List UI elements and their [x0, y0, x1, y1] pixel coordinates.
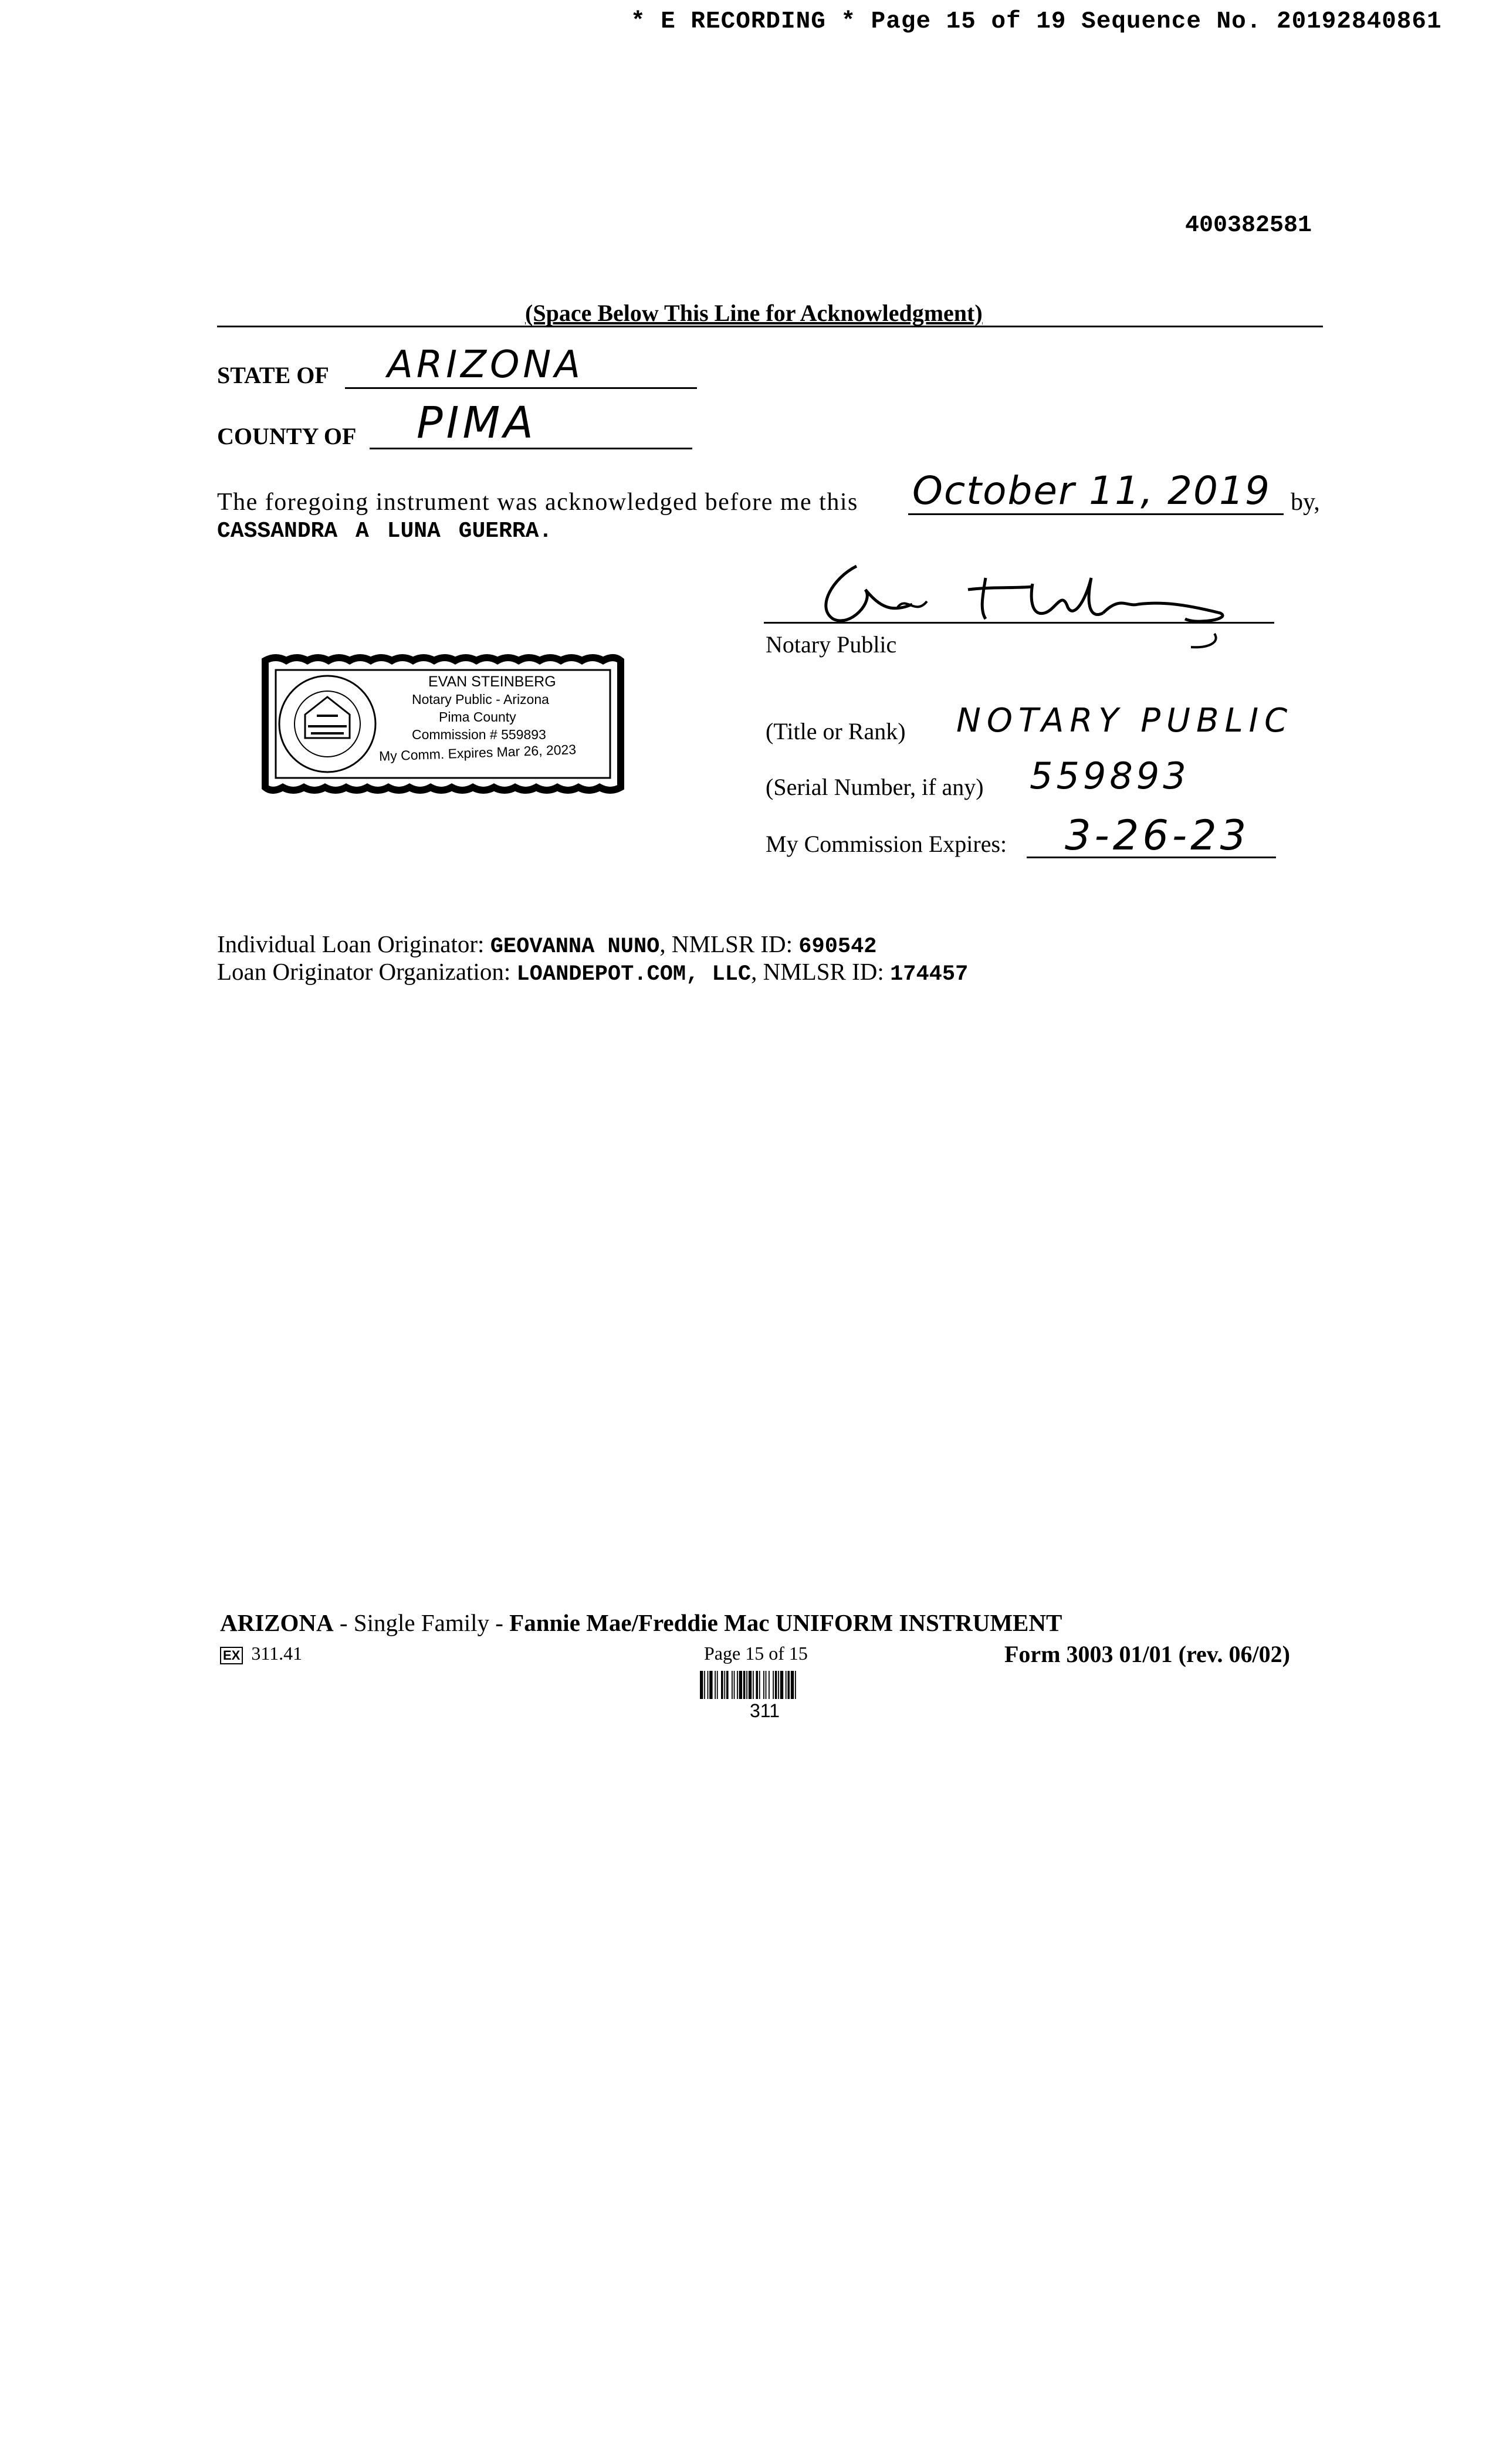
- footer-page: Page 15 of 15: [704, 1643, 808, 1664]
- state-label: STATE OF: [217, 362, 329, 388]
- expires-label: My Commission Expires:: [766, 831, 1007, 857]
- barcode-number: 311: [750, 1700, 780, 1721]
- loan-number: 400382581: [1185, 212, 1312, 239]
- footer-title-state: ARIZONA: [220, 1609, 334, 1636]
- notary-public-label: Notary Public: [766, 631, 897, 658]
- serial-handwritten: 559893: [1030, 754, 1190, 797]
- ilo-line: [217, 930, 877, 959]
- seal-line-4: Commission # 559893: [412, 727, 546, 742]
- footer-title-instrument: Fannie Mae/Freddie Mac UNIFORM INSTRUMENT: [509, 1609, 1062, 1636]
- footer-form: Form 3003 01/01 (rev. 06/02): [1004, 1641, 1290, 1667]
- state-handwritten: ARIZONA: [387, 343, 584, 387]
- expires-handwritten: 3-26-23: [1065, 811, 1250, 859]
- county-handwritten: PIMA: [417, 398, 537, 448]
- state-line: [345, 387, 697, 389]
- org-label: Loan Originator Organization:: [217, 958, 511, 985]
- footer-title: [220, 1609, 1062, 1637]
- seal-name: EVAN STEINBERG: [428, 673, 556, 690]
- recording-header: * E RECORDING * Page 15 of 19 Sequence No. 20192840861: [631, 8, 1442, 35]
- org-nmlsr-label: , NMLSR ID:: [751, 958, 884, 985]
- ilo-nmlsr-id: 690542: [798, 935, 877, 959]
- seal-line-3: Pima County: [439, 709, 516, 725]
- footer-code: 311.41: [251, 1643, 303, 1664]
- title-label: (Title or Rank): [766, 718, 906, 744]
- title-handwritten: NOTARY PUBLIC: [956, 702, 1294, 740]
- org-name: LOANDEPOT.COM, LLC: [516, 962, 752, 987]
- footer-code-group: [220, 1643, 302, 1664]
- org-nmlsr-id: 174457: [890, 962, 969, 987]
- notary-stamp: [258, 650, 628, 798]
- ilo-label: Individual Loan Originator:: [217, 930, 485, 957]
- by-text: by,: [1291, 489, 1320, 516]
- org-line: [217, 957, 968, 987]
- ilo-name: GEOVANNA NUNO: [490, 935, 660, 959]
- footer-title-sep: - Single Family -: [333, 1609, 510, 1636]
- date-handwritten: October 11, 2019: [912, 468, 1271, 513]
- foregoing-text: The foregoing instrument was acknowledged before me this: [217, 489, 858, 516]
- serial-label: (Serial Number, if any): [766, 774, 984, 800]
- seal-line-5: My Comm. Expires Mar 26, 2023: [378, 742, 577, 764]
- form-code-icon: EX: [220, 1647, 243, 1664]
- acknowledgment-heading: (Space Below This Line for Acknowledgment): [525, 300, 983, 326]
- seal-line-2: Notary Public - Arizona: [412, 692, 549, 707]
- date-line: [908, 513, 1284, 515]
- notary-signature-line: [764, 622, 1274, 624]
- barcode: [700, 1671, 835, 1699]
- signer-name: CASSANDRA A LUNA GUERRA.: [217, 519, 553, 544]
- ilo-nmlsr-label: , NMLSR ID:: [659, 930, 793, 957]
- county-label: COUNTY OF: [217, 423, 357, 449]
